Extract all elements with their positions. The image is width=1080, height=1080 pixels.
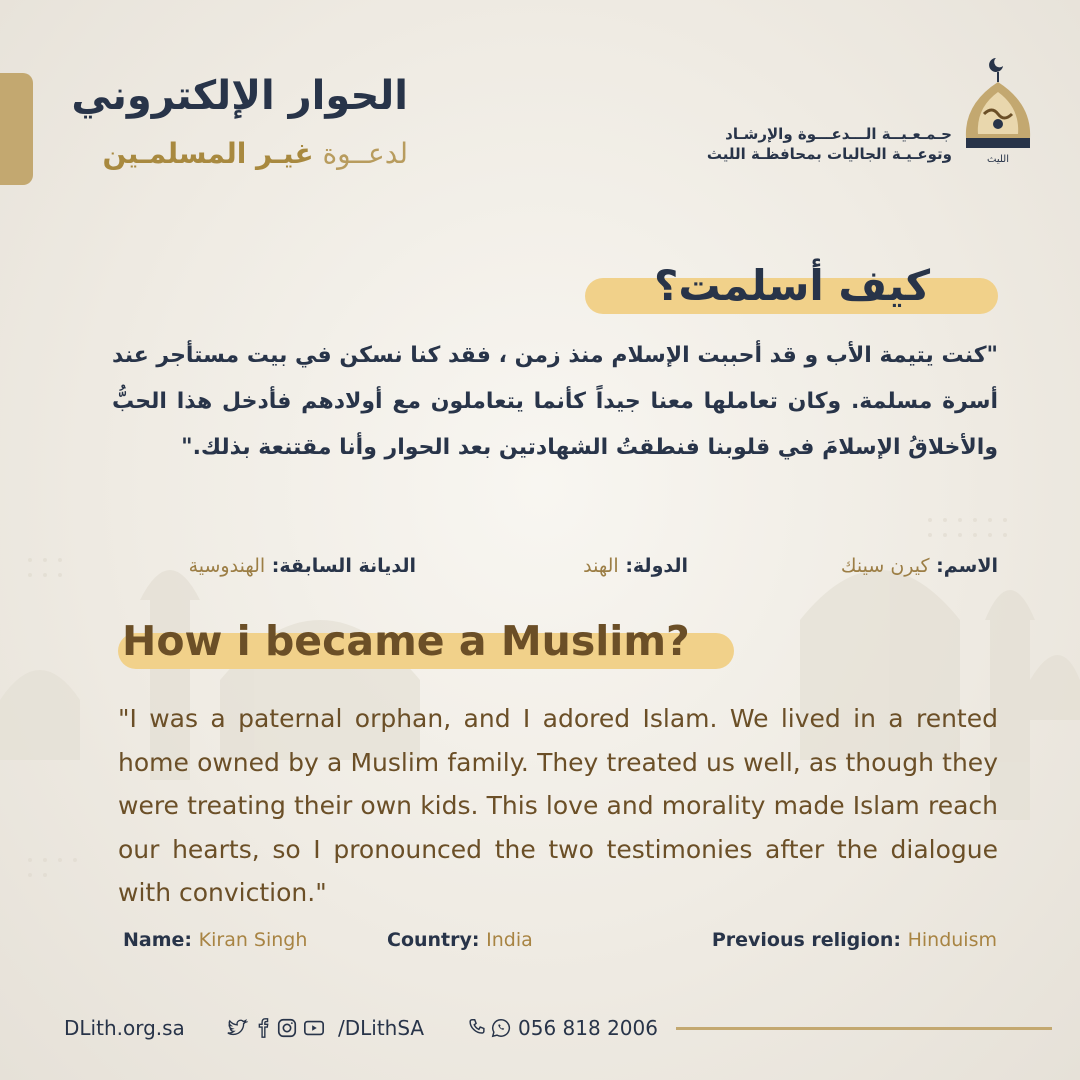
arabic-country-label: الدولة: [625, 555, 688, 577]
phone-icon [466, 1017, 488, 1039]
english-religion-value: Hinduism [907, 929, 997, 951]
arabic-religion-info [189, 548, 416, 584]
page-title: الحوار الإلكتروني [71, 73, 408, 119]
english-religion-label: Previous religion: [711, 929, 901, 951]
english-name-info [123, 924, 307, 956]
arabic-heading: كيف أسلمت؟ [653, 261, 930, 310]
facebook-icon[interactable] [252, 1017, 274, 1039]
organization-logo-icon [956, 56, 1040, 172]
organization-name-line2: وتوعـيـة الجاليات بمحافظـة الليث [706, 145, 952, 163]
english-country-label: Country: [387, 929, 480, 951]
page-subtitle [48, 134, 408, 174]
social-handle[interactable]: /DLithSA [338, 1016, 425, 1040]
organization-name-line1: جـمـعـيــة الـــدعـــوة والإرشـاد [725, 125, 952, 143]
youtube-icon[interactable] [303, 1017, 325, 1039]
english-country-value: India [486, 929, 533, 951]
arabic-country-info [583, 548, 688, 584]
twitter-icon[interactable] [226, 1017, 248, 1039]
arabic-religion-value: الهندوسية [188, 555, 266, 577]
footer-divider [676, 1027, 1052, 1030]
arabic-name-value: كيرن سينك [840, 555, 930, 577]
organization-name [622, 124, 952, 164]
website-link[interactable]: DLith.org.sa [64, 1016, 185, 1040]
phone-number[interactable]: 056 818 2006 [518, 1016, 658, 1040]
english-name-label: Name: [123, 929, 193, 951]
side-tab-decoration [0, 73, 33, 185]
subtitle-highlight: غيـر المسلمـين [102, 137, 314, 170]
arabic-name-label: الاسم: [936, 555, 998, 577]
english-heading: How i became a Muslim? [122, 617, 690, 665]
english-country-info [387, 924, 533, 956]
whatsapp-icon [490, 1017, 512, 1039]
arabic-name-info [841, 548, 998, 584]
instagram-icon[interactable] [276, 1017, 298, 1039]
svg-text:الليث: الليث [987, 154, 1009, 165]
english-name-value: Kiran Singh [198, 929, 308, 951]
english-testimony: "I was a paternal orphan, and I adored Islam. We lived in a rented home owned by a Muslim family. They treated us well, as though they were treating their own kids. This love and morality made Islam reach our hearts, so I pronounced the two testimonies after the dialogue with conviction." [118, 704, 998, 907]
arabic-country-value: الهند [583, 555, 619, 577]
arabic-testimony: "كنت يتيمة الأب و قد أحببت الإسلام منذ زمن ، فقد كنا نسكن في بيت مستأجر عند أسرة مسلمة. وكان تعاملها معنا جيداً كأنما يتعاملون مع أولادهم فأدخل هذا الحبُّ والأخلاقُ الإسلامَ في قلوبنا فنطقتُ الشهادتين بعد الحوار وأنا مقتنعة بذلك." [112, 343, 998, 460]
subtitle-prefix: لدعــوة [322, 137, 408, 170]
arabic-religion-label: الديانة السابقة: [271, 555, 416, 577]
english-religion-info [712, 924, 997, 956]
